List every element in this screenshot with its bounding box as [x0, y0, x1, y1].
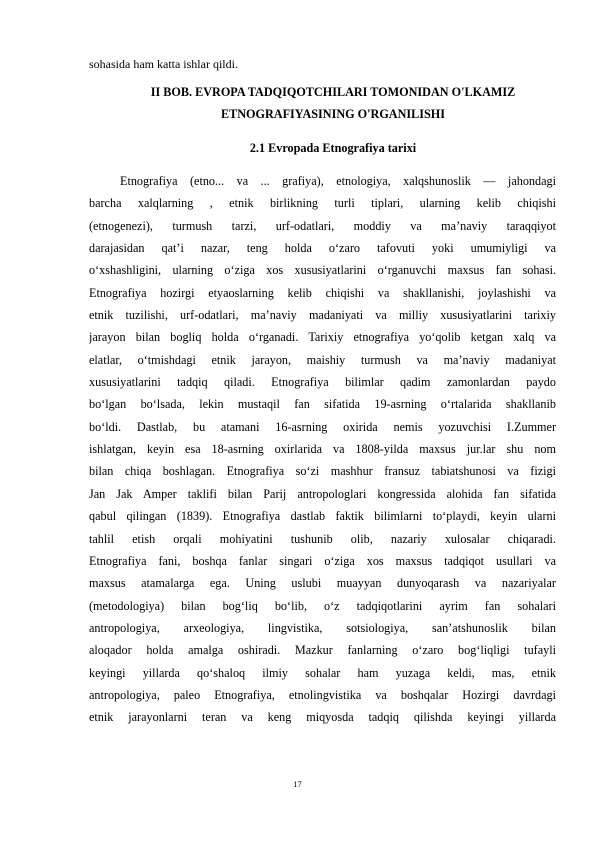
section-title: 2.1 Evropada Etnografiya tarixi	[249, 141, 417, 155]
body-paragraph	[89, 170, 556, 729]
page-number: 17	[293, 779, 302, 789]
paragraph-line: boʻlgan boʻlsada, lekin mustaqil fan sifatida 19-asrning oʻrtalarida shakllanib	[89, 397, 556, 412]
paragraph-line: tahlil etish orqali mohiyatini tushunib olib, nazariy xulosalar chiqaradi.	[89, 531, 556, 546]
paragraph-line: boʻldi. Dastlab, bu atamani 16-asrning oxirida nemis yozuvchisi I.Zummer	[89, 419, 556, 434]
paragraph-line: bilan chiqa boshlagan. Etnografiya soʻzi mashhur fransuz tabiatshunosi va fizigi	[89, 464, 556, 479]
paragraph-line: antropologiya, paleo Etnografiya, etnolingvistika va boshqalar Hozirgi davrdagi	[89, 687, 556, 702]
paragraph-line: maxsus atamalarga ega. Uning uslubi muayyan dunyoqarash va nazariyalar	[89, 576, 556, 591]
paragraph-line: Jan Jak Amper taklifi bilan Parij antropologlari kongressida alohida fan sifatida	[89, 486, 556, 501]
chapter-title-line-2: ETNOGRAFIYASINING O'RGANILISHI	[220, 107, 446, 121]
paragraph-line: xususiyatlarini tadqiq qiladi. Etnografiya bilimlar qadim zamonlardan paydo	[89, 375, 556, 390]
paragraph-line: Etnografiya fani, boshqa fanlar singari oʻziga xos maxsus tadqiqot usullari va	[89, 553, 556, 568]
paragraph-line: jarayon bilan bogliq holda oʻrganadi. Tarixiy etnografiya yoʻqolib ketgan xalq va	[89, 330, 556, 345]
paragraph-line: qabul qilingan (1839). Etnografiya dastlab faktik bilimlarni toʻplaydi, keyin ularni	[89, 509, 556, 524]
paragraph-line: antropologiya, arxeologiya, lingvistika, sotsiologiya, sanʼatshunoslik bilan	[89, 620, 556, 635]
paragraph-line: keyingi yillarda qoʻshaloq ilmiy sohalar ham yuzaga keldi, mas, etnik	[89, 665, 556, 680]
paragraph-line: oʻxshashligini, ularning oʻziga xos xususiyatlarini oʻrganuvchi maxsus fan sohasi.	[89, 263, 556, 278]
paragraph-line: etnik jarayonlarni teran va keng miqyosda tadqiq qilishda keyingi yillarda	[89, 710, 556, 725]
paragraph-line: aloqador holda amalga oshiradi. Mazkur fanlarning oʻzaro bogʻliqligi tufayli	[89, 643, 556, 658]
paragraph-line: (metodologiya) bilan bogʻliq boʻlib, oʻz tadqiqotlarini ayrim fan sohalari	[89, 598, 556, 613]
chapter-title-line-1: II BOB. EVROPA TADQIQOTCHILARI TOMONIDAN O'LKAMIZ	[150, 85, 516, 99]
paragraph-line: Etnografiya (etno... va ... grafiya), etnologiya, xalqshunoslik — jahondagi	[120, 174, 556, 188]
paragraph-line: ishlatgan, keyin esa 18-asrning oxirlarida va 1808-yilda maxsus jur.lar shu nom	[89, 442, 556, 457]
paragraph-line: darajasidan qatʼi nazar, teng holda oʻzaro tafovuti yoki umumiyligi va	[89, 241, 556, 256]
paragraph-line: etnik tuzilishi, urf-odatlari, maʼnaviy madaniyati va milliy xususiyatlarini tarixiy	[89, 308, 556, 323]
paragraph-line: elatlar, oʻtmishdagi etnik jarayon, maishiy turmush va maʼnaviy madaniyat	[89, 352, 556, 367]
paragraph-line: Etnografiya hozirgi etyaoslarning kelib chiqishi va shakllanishi, joylashishi va	[89, 285, 556, 300]
chapter-title	[110, 81, 556, 125]
paragraph-line: (etnogenezi), turmush tarzi, urf-odatlari, moddiy va maʼnaviy taraqqiyot	[89, 218, 556, 233]
paragraph-line: barcha xalqlarning , etnik birlikning turli tiplari, ularning kelib chiqishi	[89, 196, 556, 211]
previous-section-closing-line: sohasida ham katta ishlar qildi.	[89, 57, 238, 71]
